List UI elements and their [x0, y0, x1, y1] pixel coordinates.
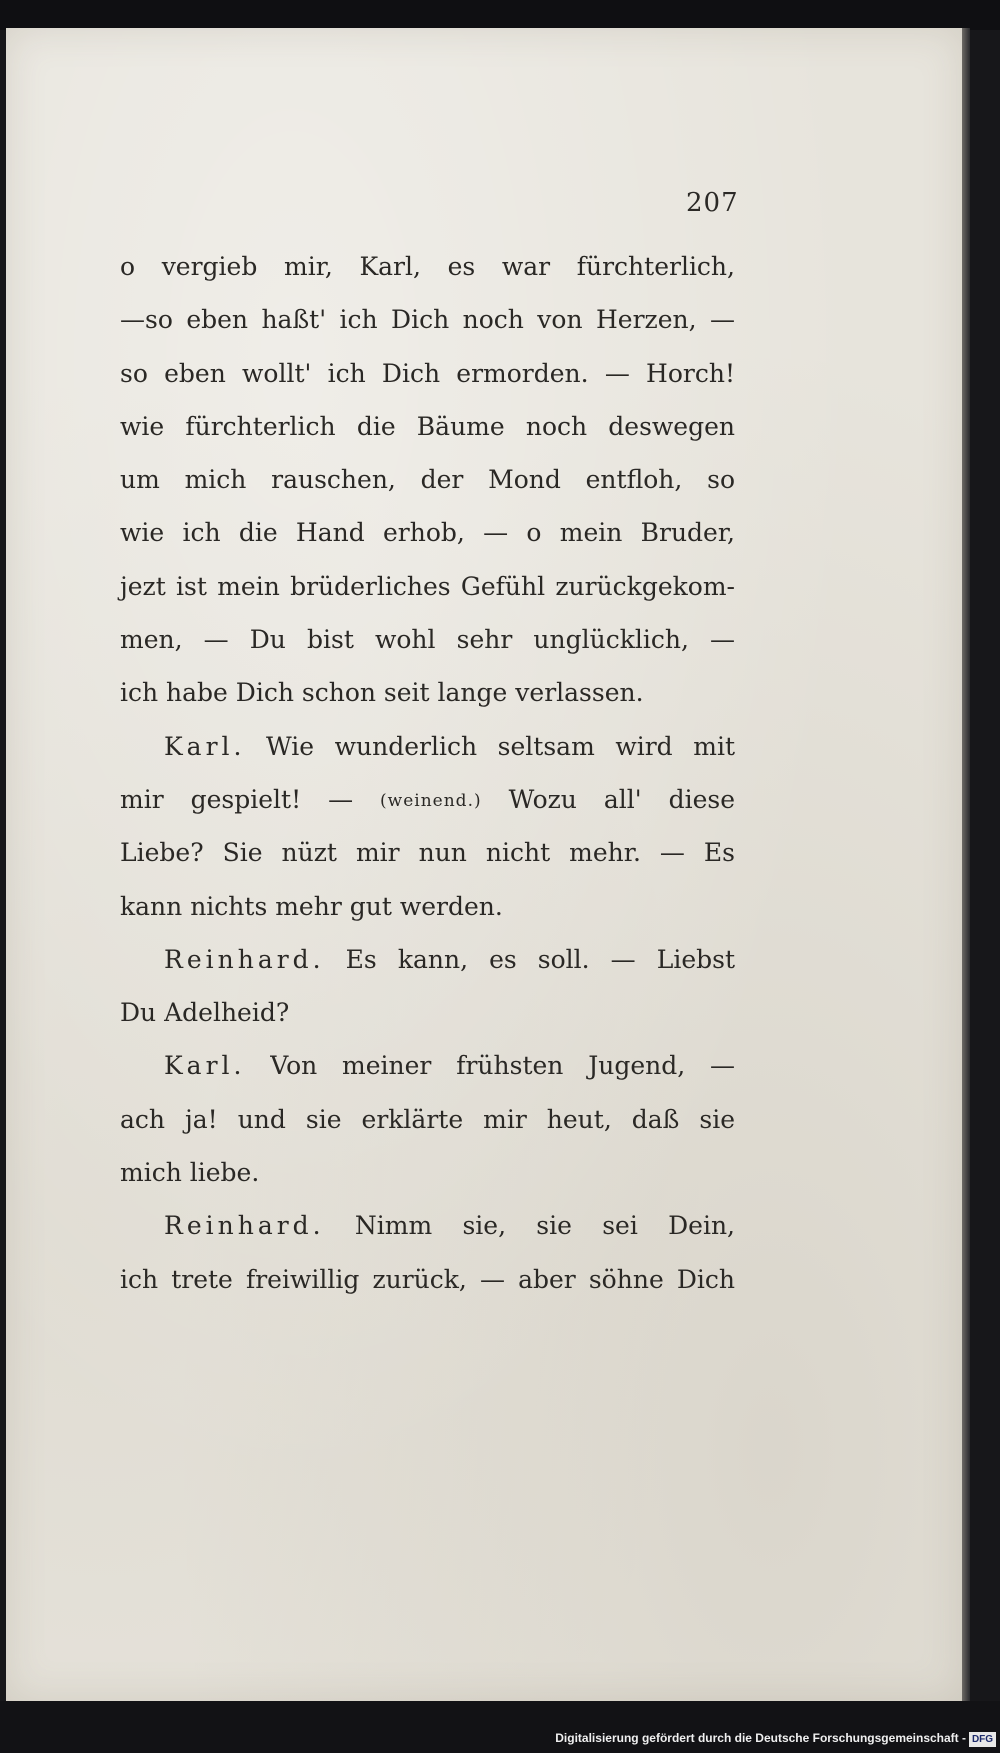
dialogue-text: Von meiner frühsten Jugend, —	[245, 1051, 735, 1081]
speaker-name: Reinhard.	[164, 1211, 325, 1241]
text-line: Liebe? Sie nüzt mir nun nicht mehr. — Es	[120, 838, 735, 868]
dialogue-line	[120, 1039, 735, 1092]
text-line	[120, 773, 735, 826]
dialogue-line	[120, 933, 735, 986]
text-line: ich habe Dich schon seit lange verlassen.	[120, 678, 644, 708]
text-line: jezt ist mein brüderliches Gefühl zurückgekom-	[120, 571, 735, 601]
text-line: wie ich die Hand erhob, — o mein Bruder,	[120, 518, 735, 548]
text-line: wie fürchterlich die Bäume noch deswegen	[120, 411, 735, 441]
text-line: ach ja! und sie erklärte mir heut, daß sie	[120, 1104, 735, 1134]
speaker-name: Karl.	[164, 1051, 246, 1081]
text-line: mich liebe.	[120, 1158, 260, 1188]
speaker-name: Reinhard.	[164, 944, 325, 974]
digitization-credit: Digitalisierung gefördert durch die Deutsche Forschungsgemeinschaft -	[555, 1731, 966, 1745]
text-line: —so eben haßt' ich Dich noch von Herzen, —	[120, 305, 735, 335]
scan-top-margin	[0, 0, 1000, 30]
text-line: ich trete freiwillig zurück, — aber söhne Dich	[120, 1264, 735, 1294]
speaker-name: Karl.	[164, 731, 246, 761]
page-number: 207	[686, 188, 739, 218]
scan-footer	[0, 1701, 1000, 1753]
text-line: men, — Du bist wohl sehr unglücklich, —	[120, 625, 735, 655]
page-edge	[962, 28, 970, 1701]
dfg-logo: DFG	[969, 1732, 996, 1747]
stage-direction: (weinend.)	[380, 790, 482, 811]
text-line: kann nichts mehr gut werden.	[120, 891, 503, 921]
dialogue-text: Wozu all' diese	[481, 784, 735, 814]
dialogue-line	[120, 720, 735, 773]
dialogue-text: Wie wunderlich seltsam wird mit	[245, 731, 735, 761]
dialogue-text: Es kann, es soll. — Liebst	[324, 944, 735, 974]
text-line: Du Adelheid?	[120, 998, 290, 1028]
text-line: um mich rauschen, der Mond entfloh, so	[120, 465, 735, 495]
text-line: so eben wollt' ich Dich ermorden. — Horch!	[120, 358, 735, 388]
dialogue-text: mir gespielt! —	[120, 784, 381, 814]
page-text	[120, 240, 735, 1306]
dialogue-line	[120, 1199, 735, 1252]
text-line: o vergieb mir, Karl, es war fürchterlich,	[120, 252, 735, 281]
dialogue-text: Nimm sie, sie sei Dein,	[324, 1211, 735, 1241]
